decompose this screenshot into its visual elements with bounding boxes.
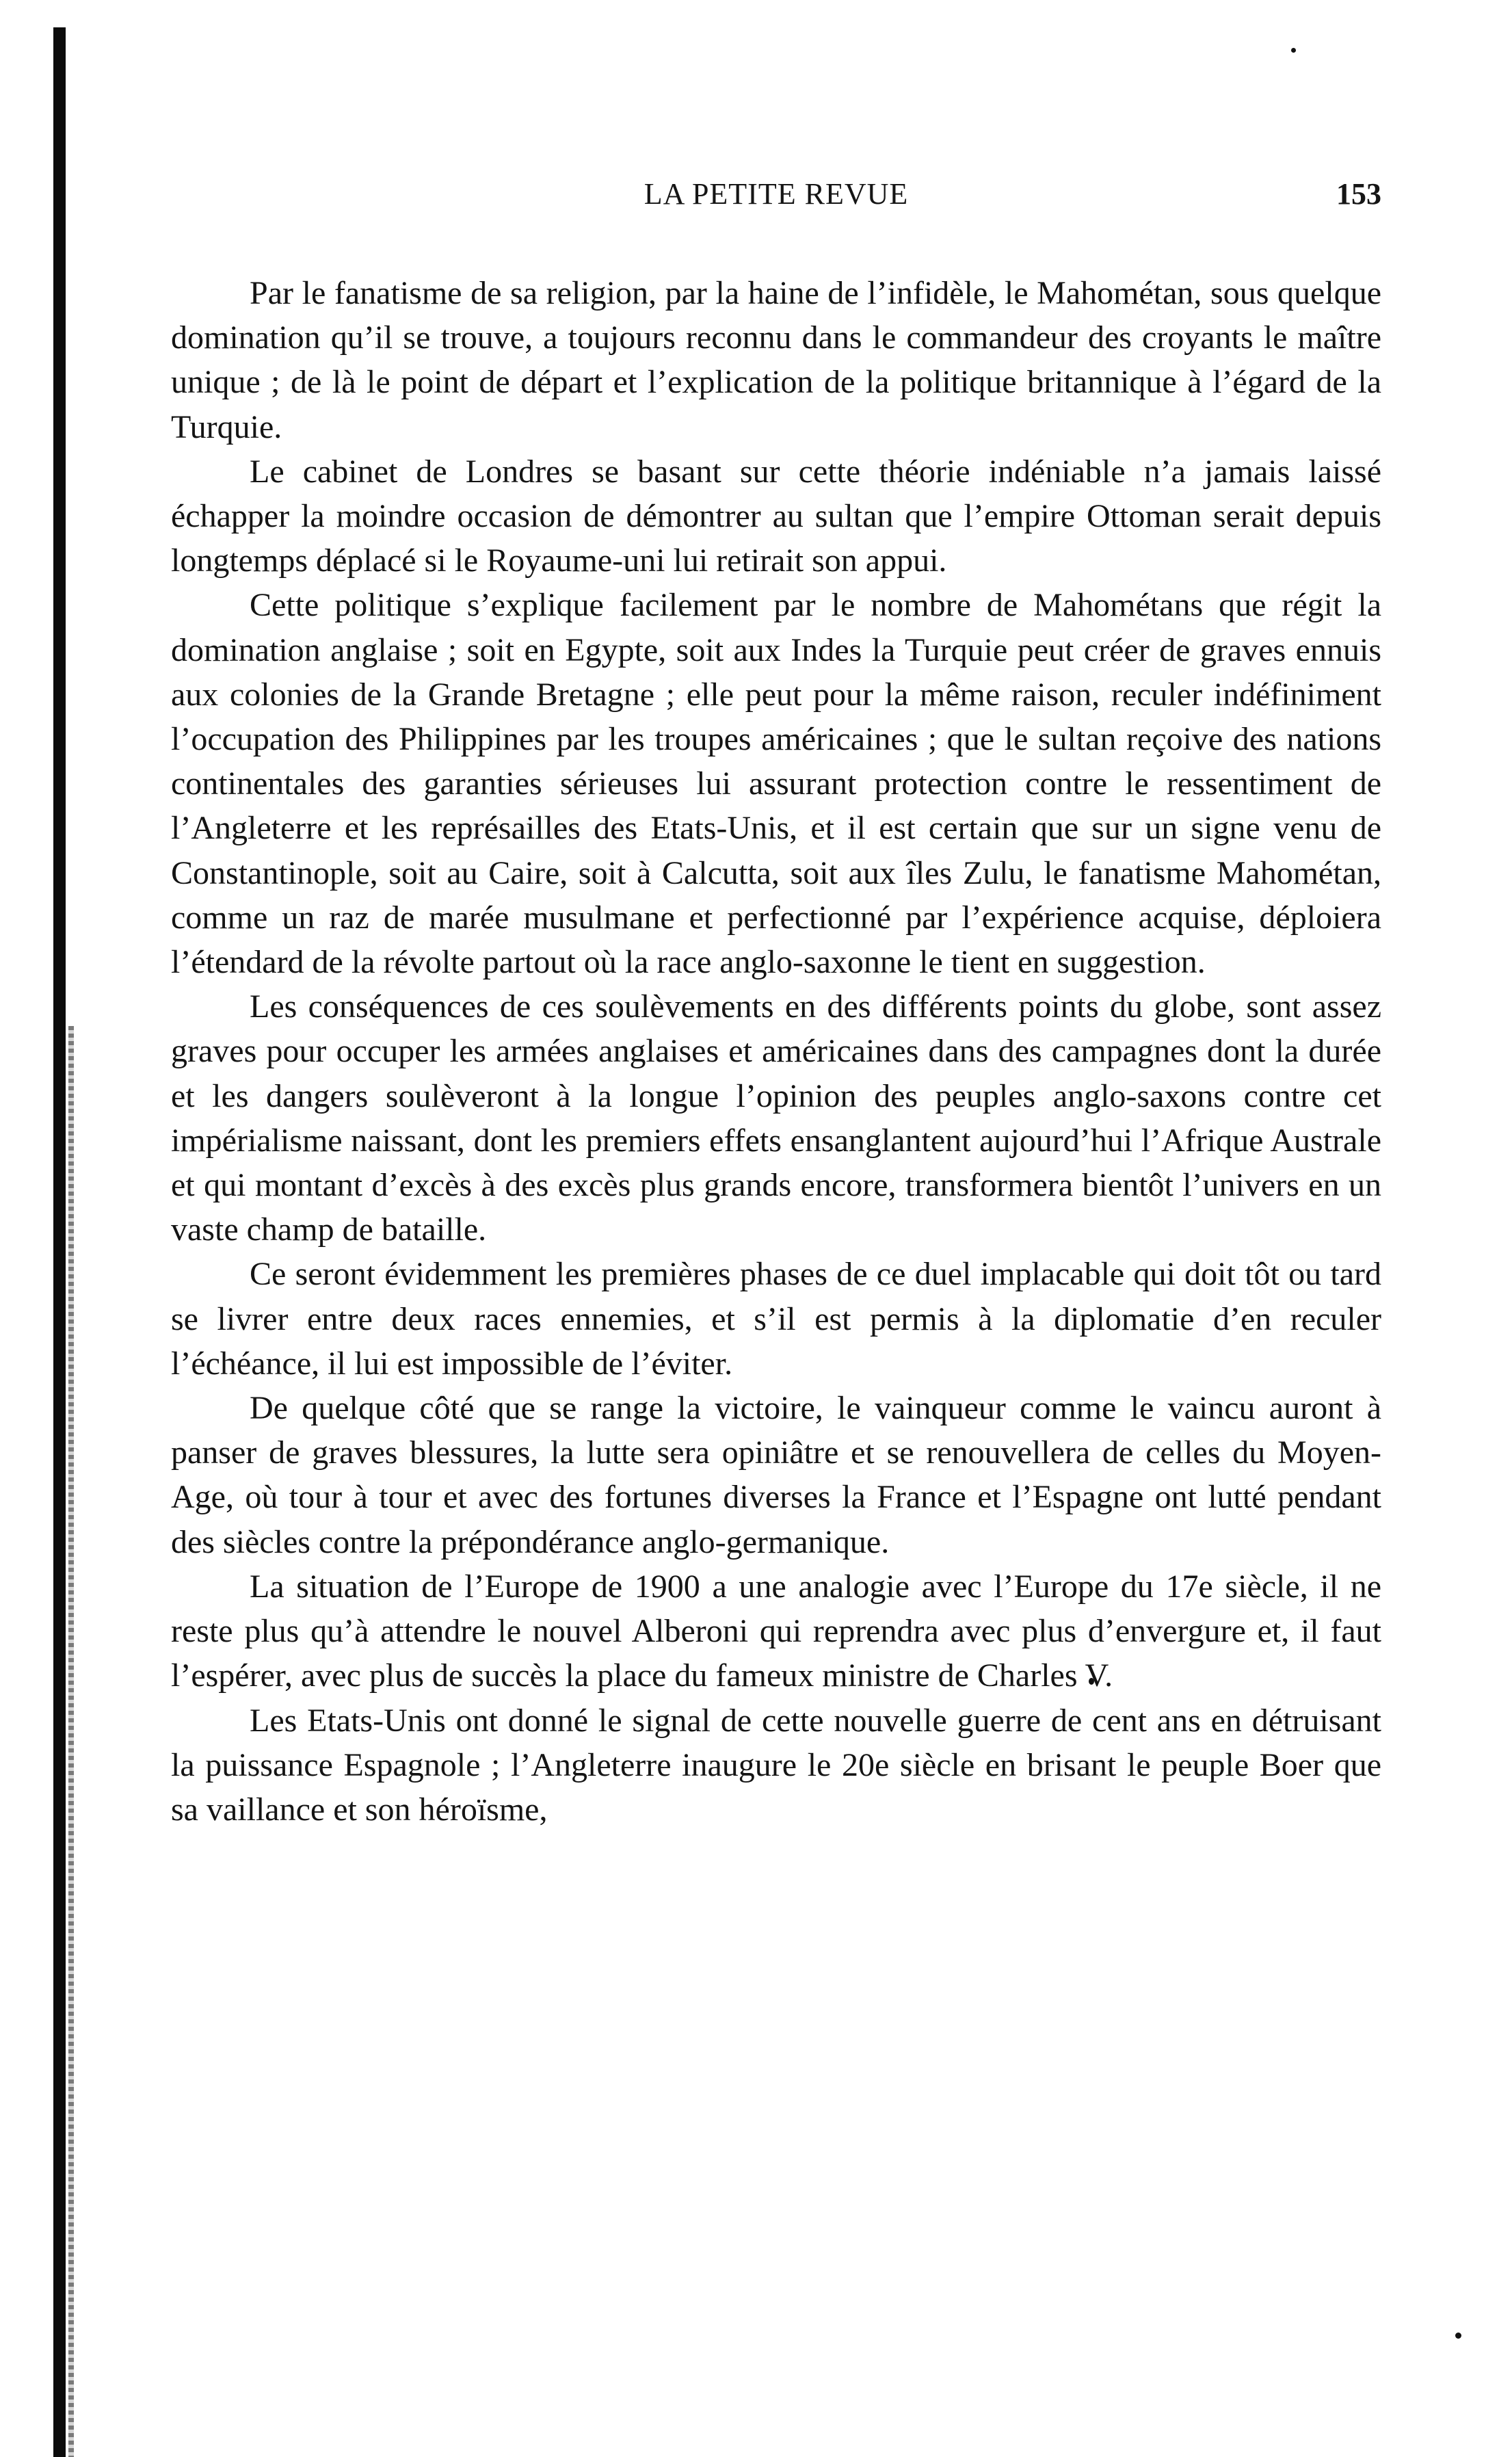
paragraph: Les conséquences de ces soulèvements en des différents points du globe, sont assez graves pour occuper les armées anglaises et américaines dans des campagnes dont la durée et les dangers soulèveront à la longue l’opinion des peuples anglo-saxons contre cet impérialisme naissant, dont les premiers effets ensanglantent aujourd’hui l’Afrique Australe et qui montant d’excès à des excès plus grands encore, transformera bientôt l’univers en un vaste champ de bataille. [171,988,1381,1248]
paragraph: La situation de l’Europe de 1900 a une analogie avec l’Europe du 17e siècle, il ne reste plus qu’à attendre le nouvel Alberoni qui reprendra avec plus d’envergure et, il faut l’espérer, avec plus de succès la place du fameux ministre de Charles V. [171,1568,1381,1694]
paragraph: Cette politique s’explique facilement par le nombre de Mahométans que régit la domination anglaise ; soit en Egypte, soit aux Indes la Turquie peut créer de graves ennuis aux colonies de la Grande Bretagne ; elle peut pour la même raison, reculer indéfiniment l’occupation des Philippines par les troupes américaines ; que le sultan reçoive des nations continentales des garanties sérieuses lui assurant protection contre le ressentiment de l’Angleterre et les représailles des Etats-Unis, et il est certain que sur un signe venu de Constantinople, soit au Caire, soit à Calcutta, soit aux îles Zulu, le fanatisme Mahométan, comme un raz de marée musulmane et perfectionné par l’expérience acquise, déploiera l’étendard de la révolte partout où la race anglo-saxonne le tient en suggestion. [171,587,1381,981]
page-binding-shadow [68,1026,74,2457]
paragraph: Par le fanatisme de sa religion, par la haine de l’infidèle, le Mahométan, sous quelque domination qu’il se trouve, a toujours reconnu dans le commandeur des croyants le maître unique ; de là le point de départ et l’explication de la politique britannique à l’égard de la Turquie. [171,275,1381,445]
page-binding-edge [53,27,66,2457]
paragraph: Le cabinet de Londres se basant sur cette théorie indéniable n’a jamais laissé échapper la moindre occasion de démontrer au sultan que l’empire Ottoman serait depuis longtemps déplacé si le Royaume-uni lui retirait son appui. [171,453,1381,579]
paragraph: De quelque côté que se range la victoire, le vainqueur comme le vaincu auront à panser de graves blessures, la lutte sera opiniâtre et se renouvellera de celles du Moyen-Age, où tour à tour et avec des fortunes diverses la France et l’Espagne ont lutté pendant des siècles contre la prépondérance anglo-germanique. [171,1390,1381,1560]
paragraph: Ce seront évidemment les premières phases de ce duel implacable qui doit tôt ou tard se livrer entre deux races ennemies, et s’il est permis à la diplomatie d’en reculer l’échéance, il lui est impossible de l’éviter. [171,1256,1381,1382]
paper-speck [1291,48,1296,53]
page-number: 153 [1336,177,1381,211]
paper-speck [1455,2333,1461,2339]
running-title: LA PETITE REVUE [644,177,909,211]
body-text [171,271,1381,1832]
paragraph: Les Etats-Unis ont donné le signal de cette nouvelle guerre de cent ans en détruisant la puissance Espagnole ; l’Angleterre inaugure le 20e siècle en brisant le peuple Boer que sa vaillance et son héroïsme, [171,1702,1381,1828]
page-header [171,176,1381,218]
